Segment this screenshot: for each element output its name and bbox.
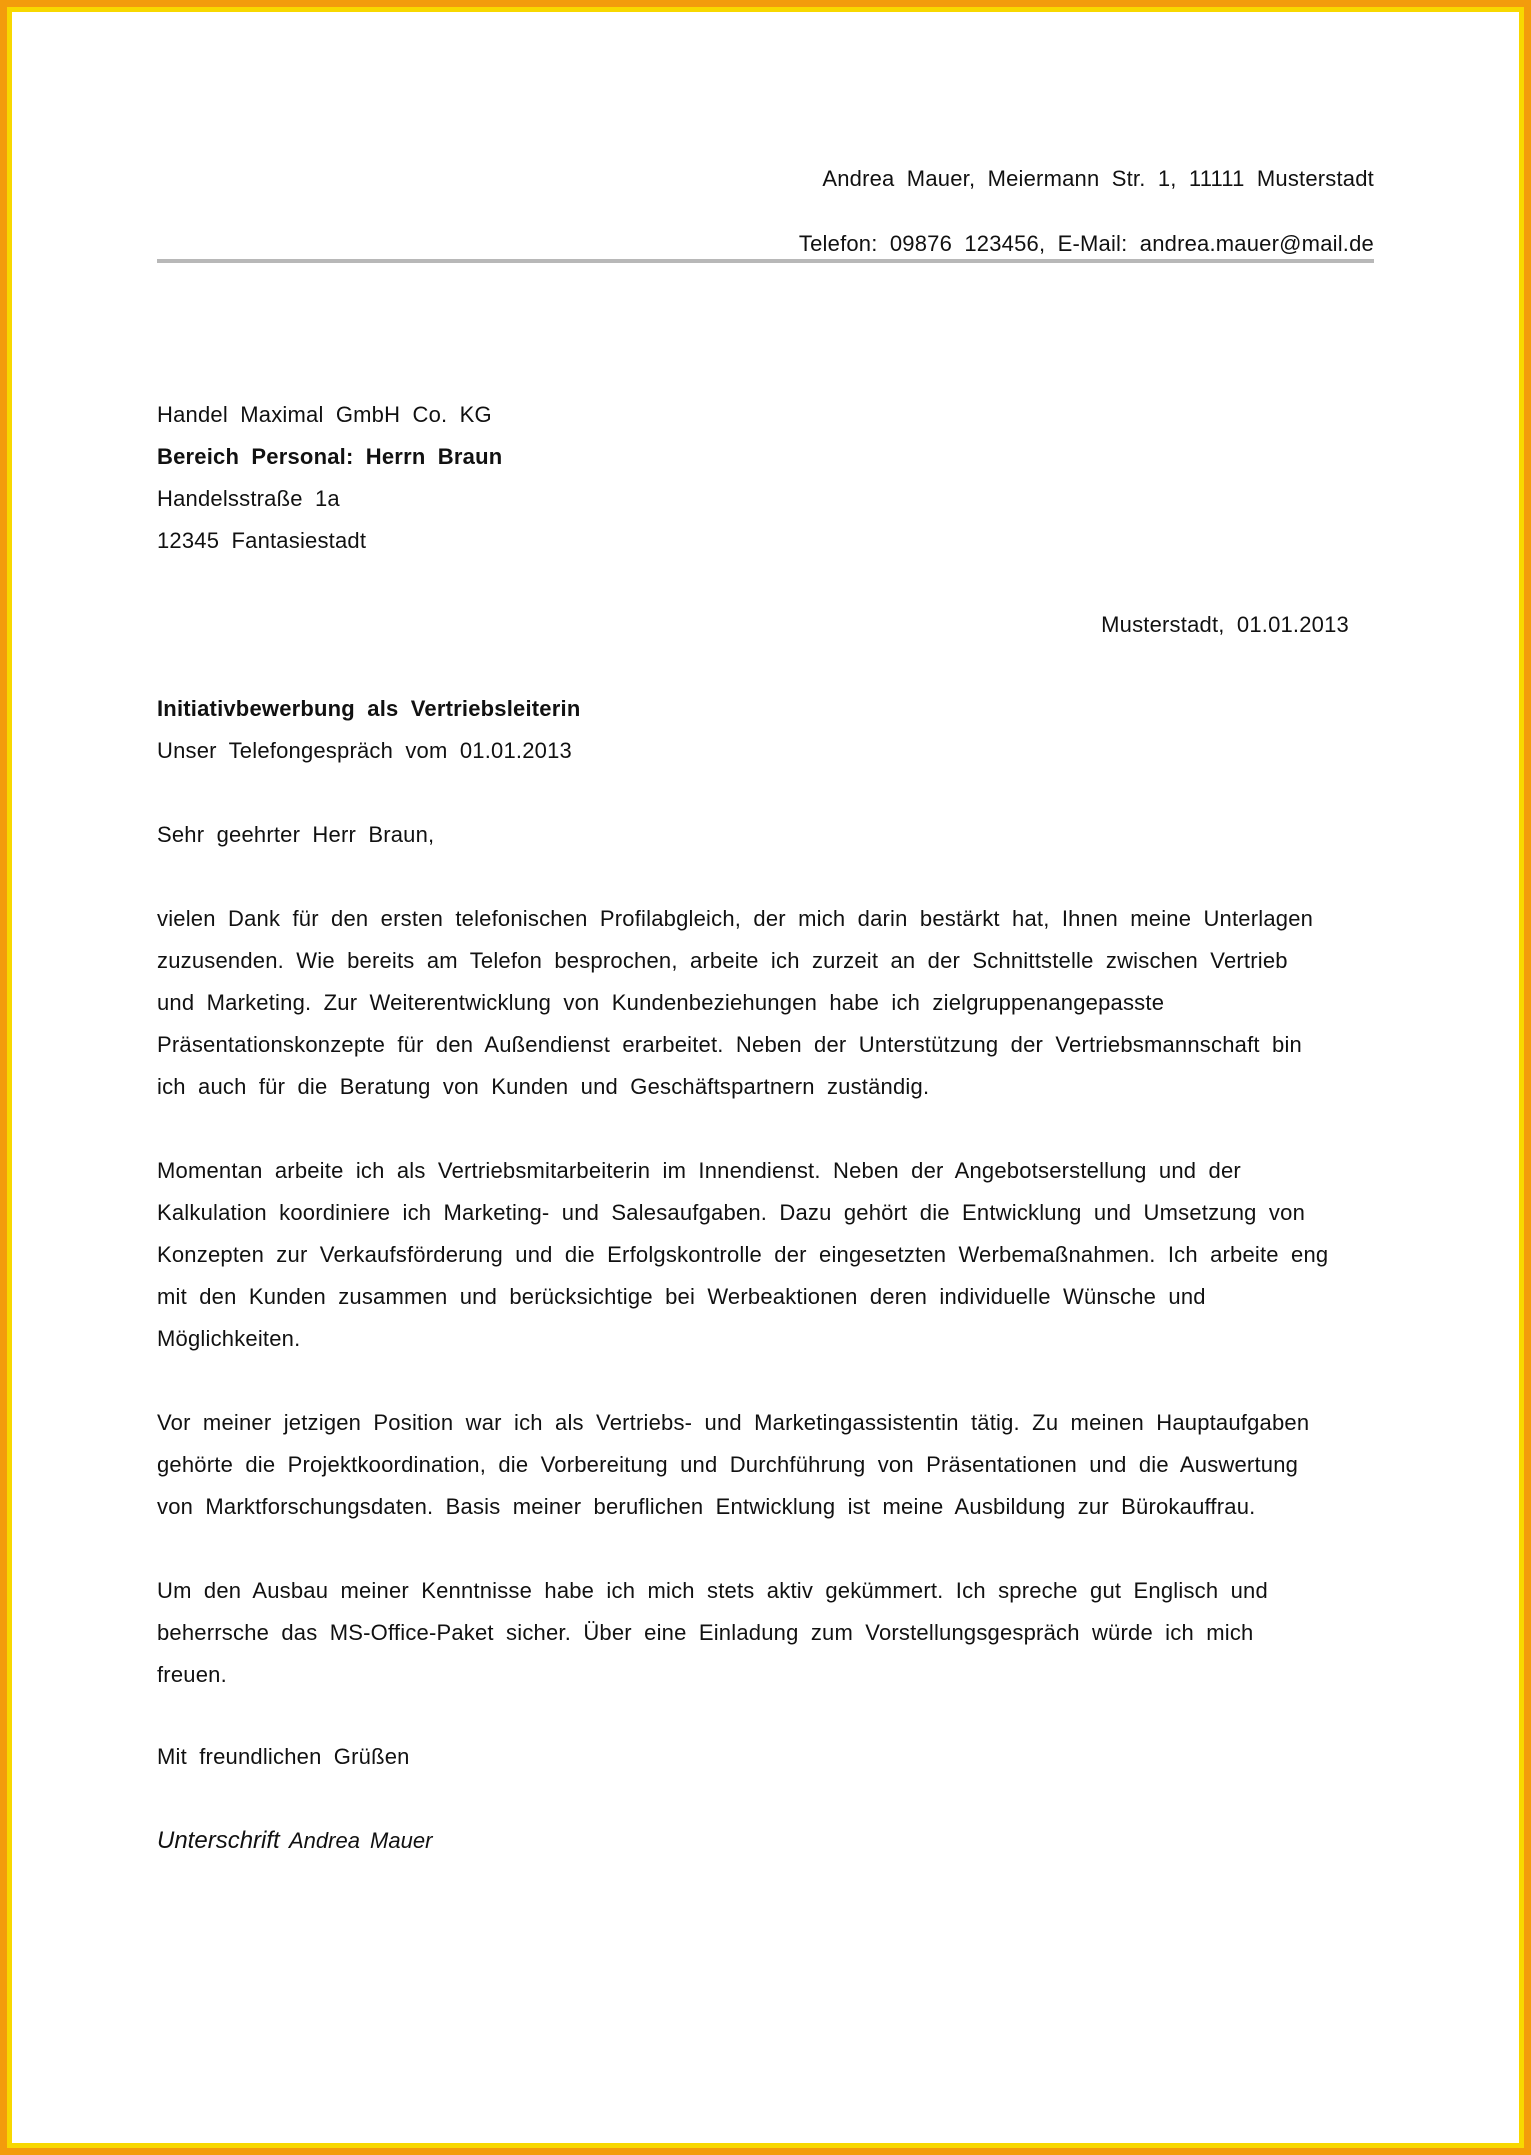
body-paragraph-1 xyxy=(157,898,1374,1108)
paragraph-line: zuzusenden. Wie bereits am Telefon besprochen, arbeite ich zurzeit an der Schnittstelle zwischen Vertrieb xyxy=(157,948,1288,973)
reference-line: Unser Telefongespräch vom 01.01.2013 xyxy=(157,738,572,763)
sender-address: Andrea Mauer, Meiermann Str. 1, 11111 Musterstadt xyxy=(822,166,1374,191)
signature-label: Unterschrift xyxy=(157,1827,280,1854)
paragraph-line: von Marktforschungsdaten. Basis meiner beruflichen Entwicklung ist meine Ausbildung zur Bürokauffrau. xyxy=(157,1494,1256,1519)
closing-line: Mit freundlichen Grüßen xyxy=(157,1744,410,1769)
recipient-department: Bereich Personal: Herrn Braun xyxy=(157,444,503,469)
recipient-city: 12345 Fantasiestadt xyxy=(157,528,367,553)
body-paragraph-4 xyxy=(157,1570,1374,1696)
sender-contact: Telefon: 09876 123456, E-Mail: andrea.mauer@mail.de xyxy=(798,231,1374,256)
recipient-street: Handelsstraße 1a xyxy=(157,486,340,511)
paragraph-line: gehörte die Projektkoordination, die Vorbereitung und Durchführung von Präsentationen und die Auswertung xyxy=(157,1452,1299,1477)
paragraph-line: Momentan arbeite ich als Vertriebsmitarbeiterin im Innendienst. Neben der Angebotserstellung und der xyxy=(157,1158,1241,1183)
paragraph-line: freuen. xyxy=(157,1662,227,1687)
paragraph-line: Präsentationskonzepte für den Außendienst erarbeitet. Neben der Unterstützung der Vertriebsmannschaft bin xyxy=(157,1032,1302,1057)
paragraph-line: und Marketing. Zur Weiterentwicklung von Kundenbeziehungen habe ich zielgruppenangepasste xyxy=(157,990,1165,1015)
body-paragraph-2 xyxy=(157,1150,1374,1360)
paragraph-line: Konzepten zur Verkaufsförderung und die Erfolgskontrolle der eingesetzten Werbemaßnahmen. Ich arbeite eng xyxy=(157,1242,1329,1267)
paragraph-line: ich auch für die Beratung von Kunden und Geschäftspartnern zuständig. xyxy=(157,1074,930,1099)
paragraph-line: mit den Kunden zusammen und berücksichtige bei Werbeaktionen deren individuelle Wünsche und xyxy=(157,1284,1206,1309)
paragraph-line: Möglichkeiten. xyxy=(157,1326,301,1351)
recipient-company: Handel Maximal GmbH Co. KG xyxy=(157,402,492,427)
paragraph-line: Um den Ausbau meiner Kenntnisse habe ich mich stets aktiv gekümmert. Ich spreche gut Englisch und xyxy=(157,1578,1268,1603)
signature xyxy=(157,1826,432,1856)
body-paragraph-3 xyxy=(157,1402,1374,1528)
subject-line: Initiativbewerbung als Vertriebsleiterin xyxy=(157,696,581,721)
paragraph-line: beherrsche das MS-Office-Paket sicher. Über eine Einladung zum Vorstellungsgespräch würde ich mich xyxy=(157,1620,1254,1645)
salutation: Sehr geehrter Herr Braun, xyxy=(157,822,435,847)
paragraph-line: Vor meiner jetzigen Position war ich als Vertriebs- und Marketingassistentin tätig. Zu meinen Hauptaufgaben xyxy=(157,1410,1310,1435)
header-divider xyxy=(157,259,1374,263)
paragraph-line: Kalkulation koordiniere ich Marketing- und Salesaufgaben. Dazu gehört die Entwicklung und Umsetzung von xyxy=(157,1200,1305,1225)
date-line: Musterstadt, 01.01.2013 xyxy=(1101,612,1349,637)
signature-name: Andrea Mauer xyxy=(289,1828,433,1853)
paragraph-line: vielen Dank für den ersten telefonischen Profilabgleich, der mich darin bestärkt hat, Ihnen meine Unterlagen xyxy=(157,906,1314,931)
